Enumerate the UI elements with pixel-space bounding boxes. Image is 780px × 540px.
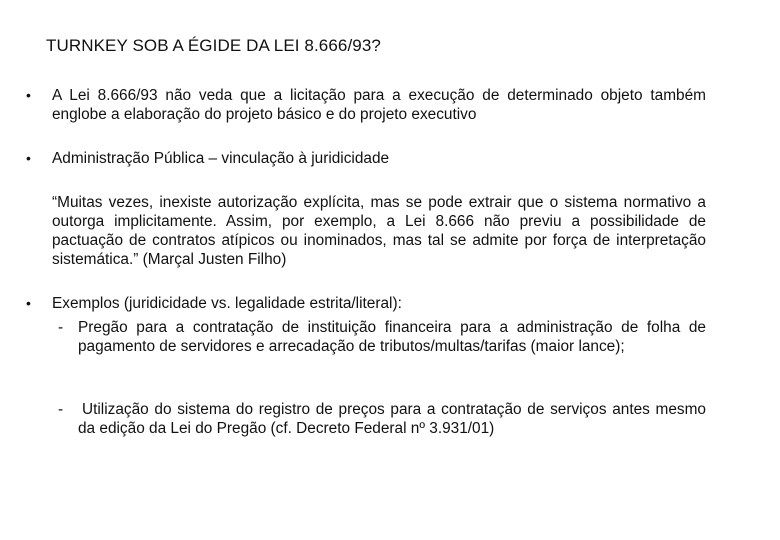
dash-marker: -	[58, 319, 64, 336]
bullet-marker: •	[26, 150, 31, 166]
quote-text: “Muitas vezes, inexiste autorização explícita, mas se pode extrair que o sistema normativo a outorga implicitamente. Assim, por exemplo, a Lei 8.666 não previu a possibilidade de pactuação de contratos atípicos ou inominados, mas tal se admite por força de interpretação sistemática.” (Marçal Justen Filho)	[52, 194, 706, 268]
example-subitem-text: Utilização do sistema do registro de preços para a contratação de serviços antes mesmo da edição da Lei do Pregão (cf. Decreto Federal nº 3.931/01)	[78, 401, 706, 437]
bullet-marker: •	[26, 295, 31, 311]
dash-marker: -	[58, 401, 64, 418]
examples-heading: Exemplos (juridicidade vs. legalidade estrita/literal):	[52, 295, 402, 312]
example-subitem-text: Pregão para a contratação de instituição financeira para a administração de folha de pagamento de servidores e arrecadação de tributos/multas/tarifas (maior lance);	[78, 319, 706, 355]
bullet-text: A Lei 8.666/93 não veda que a licitação para a execução de determinado objeto também englobe a elaboração do projeto básico e do projeto executivo	[52, 87, 706, 123]
slide-title: TURNKEY SOB A ÉGIDE DA LEI 8.666/93?	[46, 36, 381, 55]
bullet-text: Administração Pública – vinculação à juridicidade	[52, 150, 390, 167]
bullet-marker: •	[26, 87, 31, 103]
